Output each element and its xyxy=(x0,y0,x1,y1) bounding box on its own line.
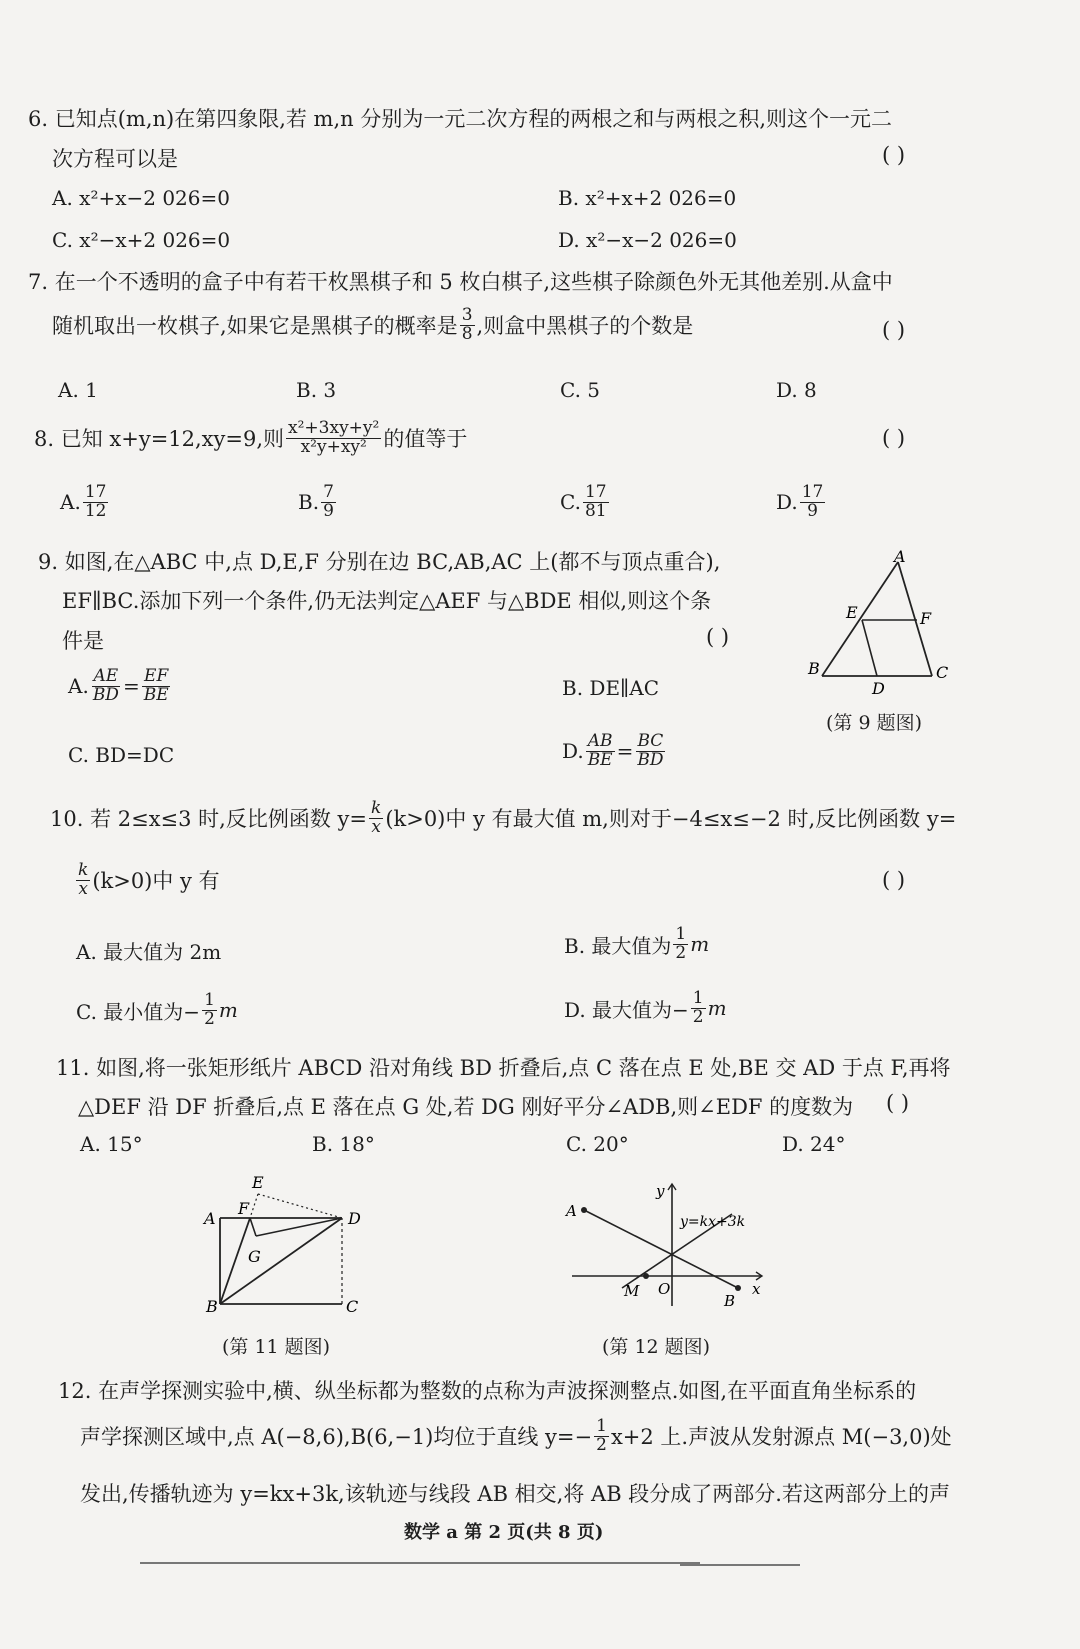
q9-option-d-d2: BD xyxy=(637,749,664,770)
q10-option-d-frac xyxy=(691,990,706,1027)
q7-line2 xyxy=(52,307,693,344)
q10-option-c-den: 2 xyxy=(204,1008,215,1029)
q9-figure xyxy=(800,548,960,698)
q8-option-c-den: 81 xyxy=(584,500,607,521)
q10-frac1 xyxy=(369,800,383,837)
q12-figure xyxy=(562,1176,782,1316)
q10-frac2-den: x xyxy=(78,878,88,899)
q12-line2 xyxy=(80,1418,952,1455)
q10-option-b-frac xyxy=(673,926,688,963)
q10-frac1-num: k xyxy=(371,798,382,818)
q10-option-c xyxy=(76,992,238,1029)
q10-answer-paren: ( ) xyxy=(882,868,906,892)
q8-option-b xyxy=(298,484,338,521)
q10-option-b-pre: B. 最大值为 xyxy=(564,933,672,958)
page-footer: 数学 a 第 2 页(共 8 页) xyxy=(404,1522,604,1543)
q9-segment-de xyxy=(862,620,877,676)
q10-option-d-den: 2 xyxy=(692,1006,704,1027)
q8-option-c-frac xyxy=(583,484,609,521)
q9-option-a-d1: BD xyxy=(92,684,119,705)
q7-option-c: C. 5 xyxy=(560,378,601,402)
q11-option-a: A. 15° xyxy=(80,1132,143,1156)
q6-option-c: C. x²−x+2 026=0 xyxy=(52,228,231,252)
q10-option-d-post: m xyxy=(707,996,727,1021)
q9-option-d-n2: BC xyxy=(637,731,664,751)
q9-label-c: C xyxy=(936,663,949,682)
q11-option-d: D. 24° xyxy=(782,1132,846,1156)
q12-label-y: y xyxy=(656,1182,665,1200)
q9-line3: 件是 xyxy=(62,629,104,653)
q8-stem xyxy=(34,420,467,457)
q11-label-b: B xyxy=(206,1297,218,1316)
q11-label-a: A xyxy=(204,1209,216,1228)
q10-line1-pre: 10. 若 2≤x≤3 时,反比例函数 y= xyxy=(50,807,367,832)
q12-line1: 12. 在声学探测实验中,横、纵坐标都为整数的点称为声波探测整点.如图,在平面直角坐标系的 xyxy=(58,1379,917,1403)
q11-label-f: F xyxy=(238,1199,250,1218)
q12-line-label: y=kx+3k xyxy=(680,1214,746,1230)
q11-answer-paren: ( ) xyxy=(886,1091,910,1115)
q6-option-a: A. x²+x−2 026=0 xyxy=(52,186,230,210)
q8-option-c-label: C. xyxy=(560,490,581,515)
q11-option-b: B. 18° xyxy=(312,1132,375,1156)
q11-label-c: C xyxy=(346,1297,359,1316)
q9-option-b: B. DE∥AC xyxy=(562,676,660,700)
q8-option-d-label: D. xyxy=(776,490,798,515)
q10-option-c-frac xyxy=(202,992,217,1029)
q10-option-d-num: 1 xyxy=(692,988,704,1008)
q10-frac1-den: x xyxy=(371,816,381,837)
q6-answer-paren: ( ) xyxy=(882,143,906,167)
q7-line1: 7. 在一个不透明的盒子中有若干枚黑棋子和 5 枚白棋子,这些棋子除颜色外无其他差别.从盒中 xyxy=(28,270,893,294)
q7-option-a: A. 1 xyxy=(58,378,98,402)
q8-option-d xyxy=(776,484,827,521)
q12-line2-pre: 声学探测区域中,点 A(−8,6),B(6,−1)均位于直线 y=− xyxy=(80,1425,593,1450)
q10-frac2-num: k xyxy=(78,860,89,880)
q7-option-b: B. 3 xyxy=(296,378,337,402)
q10-line2 xyxy=(74,862,220,899)
q7-frac-den: 8 xyxy=(461,323,473,344)
q12-figure-caption: (第 12 题图) xyxy=(602,1336,711,1358)
q11-label-g: G xyxy=(248,1247,261,1266)
q9-option-d-frac1 xyxy=(586,733,615,770)
q12-label-m: M xyxy=(624,1282,640,1300)
q8-option-d-num: 17 xyxy=(801,482,824,502)
q10-line2-post: (k>0)中 y 有 xyxy=(92,869,220,894)
q8-option-a xyxy=(60,484,110,521)
q7-line2-post: ,则盒中黑棋子的个数是 xyxy=(476,314,694,339)
q10-option-b-num: 1 xyxy=(675,924,687,944)
q10-option-b-den: 2 xyxy=(675,942,687,963)
q9-option-a-frac2 xyxy=(142,668,171,705)
q8-frac-num: x²+3xy+y² xyxy=(288,418,380,438)
q7-option-d: D. 8 xyxy=(776,378,817,402)
q10-option-b-post: m xyxy=(690,932,710,957)
q9-label-d: D xyxy=(872,679,885,698)
q6-option-b: B. x²+x+2 026=0 xyxy=(558,186,737,210)
q9-line1: 9. 如图,在△ABC 中,点 D,E,F 分别在边 BC,AB,AC 上(都不与顶点重合), xyxy=(38,550,721,574)
q8-frac-den: x²y+xy² xyxy=(300,436,367,457)
q10-option-b xyxy=(564,926,709,963)
q9-option-a-label: A. xyxy=(68,674,89,699)
q9-figure-caption: (第 9 题图) xyxy=(826,712,922,734)
q10-option-d xyxy=(564,990,727,1027)
bottom-rule-left xyxy=(140,1562,700,1564)
q11-segment-bf xyxy=(220,1218,250,1304)
q8-post: 的值等于 xyxy=(383,427,468,452)
q12-label-b: B xyxy=(724,1292,736,1310)
q11-segment-ed xyxy=(258,1194,342,1218)
q9-option-a-d2: BE xyxy=(143,684,169,705)
q10-line1 xyxy=(50,800,956,837)
q7-fraction xyxy=(460,307,475,344)
q9-option-d-n1: AB xyxy=(587,731,613,751)
q10-option-a: A. 最大值为 2m xyxy=(76,940,222,964)
q10-frac2 xyxy=(76,862,90,899)
q9-answer-paren: ( ) xyxy=(706,625,730,649)
q10-option-c-pre: C. 最小值为− xyxy=(76,999,201,1024)
q9-option-a-n1: AE xyxy=(93,666,119,686)
q8-option-a-den: 12 xyxy=(84,500,107,521)
q11-option-c: C. 20° xyxy=(566,1132,629,1156)
q12-label-o: O xyxy=(658,1280,671,1298)
q12-line2-frac xyxy=(594,1418,609,1455)
q9-option-d-label: D. xyxy=(562,739,584,764)
q12-line2-num: 1 xyxy=(596,1416,607,1436)
q11-line2: △DEF 沿 DF 折叠后,点 E 落在点 G 处,若 DG 刚好平分∠ADB,则∠EDF 的度数为 xyxy=(78,1095,854,1119)
q6-line2: 次方程可以是 xyxy=(52,147,178,171)
q11-segment-fg xyxy=(250,1218,256,1236)
q11-segment-ef xyxy=(250,1194,258,1218)
q12-line3: 发出,传播轨迹为 y=kx+3k,该轨迹与线段 AB 相交,将 AB 段分成了两部分.若这两部分上的声 xyxy=(80,1482,950,1506)
q10-option-c-post: m xyxy=(218,998,238,1023)
q6-line1: 6. 已知点(m,n)在第四象限,若 m,n 分别为一元二次方程的两根之和与两根之积,则这个一元二 xyxy=(28,107,893,131)
q8-option-b-num: 7 xyxy=(323,482,334,502)
q12-point-b xyxy=(735,1285,741,1291)
q8-option-b-label: B. xyxy=(298,490,320,515)
q11-label-e: E xyxy=(252,1173,264,1192)
q9-line2: EF∥BC.添加下列一个条件,仍无法判定△AEF 与△BDE 相似,则这个条 xyxy=(62,589,712,613)
q10-line1-post: (k>0)中 y 有最大值 m,则对于−4≤x≤−2 时,反比例函数 y= xyxy=(385,807,957,832)
q9-option-a-frac1 xyxy=(91,668,121,705)
q9-label-f: F xyxy=(920,609,932,628)
q6-option-d: D. x²−x−2 026=0 xyxy=(558,228,737,252)
bottom-rule-right xyxy=(680,1564,800,1566)
q10-option-c-num: 1 xyxy=(204,990,215,1010)
q9-option-d-eq: = xyxy=(616,739,634,764)
q9-option-a-eq: = xyxy=(122,674,140,699)
q12-line2-post: x+2 上.声波从发射源点 M(−3,0)处 xyxy=(610,1425,952,1450)
q7-frac-num: 3 xyxy=(461,305,473,325)
q12-label-x: x xyxy=(752,1280,761,1298)
q9-option-d-d1: BE xyxy=(587,749,613,770)
q8-option-d-frac xyxy=(800,484,826,521)
q9-side-ab xyxy=(822,562,898,676)
q9-option-d xyxy=(562,733,667,770)
q9-option-d-frac2 xyxy=(635,733,665,770)
q7-line2-pre: 随机取出一枚棋子,如果它是黑棋子的概率是 xyxy=(52,314,458,339)
q8-option-a-frac xyxy=(83,484,109,521)
q9-option-a xyxy=(68,668,173,705)
q9-option-c: C. BD=DC xyxy=(68,743,175,767)
q10-option-d-pre: D. 最大值为− xyxy=(564,997,689,1022)
q8-option-b-frac xyxy=(321,484,336,521)
q9-option-a-n2: EF xyxy=(144,666,169,686)
q9-label-e: E xyxy=(846,603,858,622)
q11-line1: 11. 如图,将一张矩形纸片 ABCD 沿对角线 BD 折叠后,点 C 落在点 E 处,BE 交 AD 于点 F,再将 xyxy=(56,1056,951,1080)
q8-option-a-num: 17 xyxy=(84,482,107,502)
q12-line2-den: 2 xyxy=(596,1434,607,1455)
q11-figure xyxy=(196,1172,376,1322)
q8-option-c-num: 17 xyxy=(584,482,607,502)
q8-pre: 8. 已知 x+y=12,xy=9,则 xyxy=(34,427,285,452)
q12-label-a: A xyxy=(566,1202,577,1220)
q12-point-a xyxy=(581,1207,587,1213)
q8-option-a-label: A. xyxy=(60,490,81,515)
q8-fraction xyxy=(286,420,381,457)
q7-answer-paren: ( ) xyxy=(882,318,906,342)
q8-option-d-den: 9 xyxy=(807,500,818,521)
q8-option-b-den: 9 xyxy=(323,500,334,521)
q9-label-a: A xyxy=(894,548,906,566)
q11-label-d: D xyxy=(348,1209,361,1228)
q11-figure-caption: (第 11 题图) xyxy=(222,1336,331,1358)
q8-option-c xyxy=(560,484,611,521)
q12-point-m xyxy=(643,1273,649,1279)
q8-answer-paren: ( ) xyxy=(882,426,906,450)
q9-label-b: B xyxy=(808,659,820,678)
